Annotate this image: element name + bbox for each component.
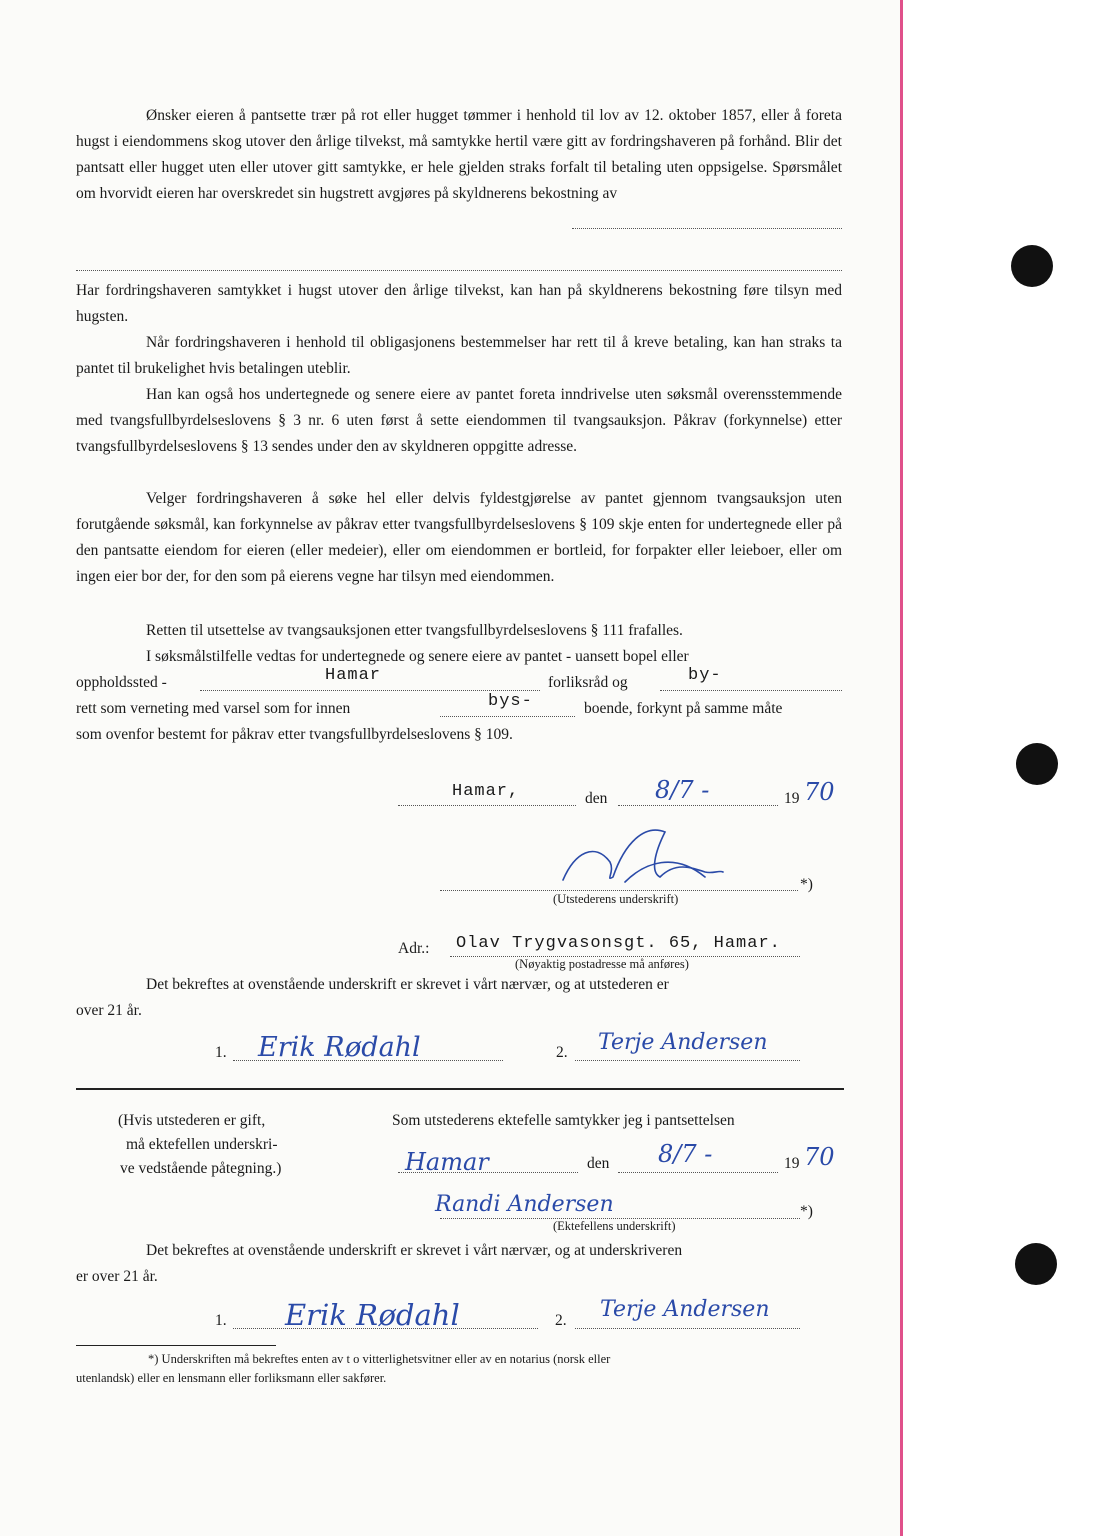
witness-number-1: 1. — [215, 1044, 227, 1061]
issuer-year: 70 — [804, 778, 835, 806]
spouse-note-1: (Hvis utstederen er gift, — [118, 1112, 266, 1129]
paragraph-venue-end: som ovenfor bestemt for påkrav etter tvangsfullbyrdelseslovens § 109. — [76, 726, 513, 743]
paragraph-postponement: Retten til utsettelse av tvangsauksjonen etter tvangsfullbyrdelseslovens § 111 frafalles. — [146, 622, 683, 639]
blank-line — [618, 1172, 778, 1173]
issuer-place: Hamar, — [452, 782, 520, 801]
spouse-year-prefix: 19 — [784, 1155, 800, 1172]
spouse-date: 8/7 - — [658, 1140, 713, 1168]
paragraph-auction: Velger fordringshaveren å søke hel eller delvis fyldestgjørelse av pantet gjennom tvangsauksjon uten forutgående søksmål, kan forkynnelse av påkrav etter tvangsfullbyrdelseslovens § 109 skje enten for undertegnede eller på den pantsatte eiendom for eieren (eller medeier), eller om eiendommen er bortleid, for forpakter eller leieboer, eller om ingen eier bor der, for den som på eierens vegne har tilsyn med eiendommen. — [76, 490, 842, 585]
punch-hole — [1011, 245, 1053, 287]
witness-text-1: Det bekreftes at ovenstående underskrift er skrevet i vårt nærvær, og at utstederen er — [146, 976, 669, 993]
witness2-name-2: Terje Andersen — [600, 1297, 770, 1322]
witness-number-2: 2. — [556, 1044, 568, 1061]
witness-name-1: Erik Rødahl — [258, 1032, 421, 1063]
resident-value: bys- — [488, 692, 533, 711]
footnote-line-1: *) Underskriften må bekreftes enten av t o vitterlighetsvitner eller av en notarius (norsk eller — [148, 1352, 611, 1366]
scan-edge — [903, 0, 1103, 1536]
blank-line — [398, 1172, 578, 1173]
witness-name-2: Terje Andersen — [598, 1030, 768, 1055]
signature-line — [233, 1328, 538, 1329]
spouse-den-label: den — [587, 1155, 610, 1172]
address-label: Adr.: — [398, 940, 430, 957]
signature-line — [233, 1060, 503, 1061]
witness2-number-1: 1. — [215, 1312, 227, 1329]
paragraph-logging: Ønsker eieren å pantsette trær på rot eller hugget tømmer i henhold til lov av 12. oktober 1857, eller å foreta hugst i eiendommens skog utover den årlige tilvekst, må samtykke hertil være gitt av fordringshaveren på forhånd. Blir det pantsatt eller hugget uten eller utover gitt samtykke, er hele gjelden straks forfalt til betaling uten oppsigelse. Spørsmålet om hvorvidt eieren har overskredet sin hugstrett avgjøres på skyldnerens bekostning av — [76, 107, 842, 202]
spouse-signature: Randi Andersen — [435, 1192, 614, 1217]
signature-caption: (Utstederens underskrift) — [553, 892, 679, 906]
court-value: by- — [688, 666, 722, 685]
spouse-signature-note: *) — [800, 1203, 813, 1220]
label-rett: rett som verneting med varsel som for innen — [76, 700, 351, 717]
address-caption: (Nøyaktig postadresse må anføres) — [515, 957, 689, 971]
punch-hole — [1016, 743, 1058, 785]
blank-line — [76, 270, 842, 271]
spouse-year: 70 — [804, 1143, 835, 1171]
spouse-consent: Som utstederens ektefelle samtykker jeg i pantsettelsen — [392, 1112, 735, 1129]
witness2-number-2: 2. — [555, 1312, 567, 1329]
paragraph-collection: Han kan også hos undertegnede og senere eiere av pantet foreta inndrivelse uten søksmål overensstemmende med tvangsfullbyrdelseslovens § 3 nr. 6 uten først å sette eiendommen til tvangsauksjon. Påkrav (forkynnelse) etter tvangsfullbyrdelseslovens § 13 sendes under den av skyldneren oppgitte adresse. — [76, 386, 842, 455]
blank-line — [440, 716, 575, 717]
witness-text-2: over 21 år. — [76, 1002, 142, 1019]
section-divider — [76, 1088, 844, 1090]
signature-line — [575, 1328, 800, 1329]
paragraph-venue: I søksmålstilfelle vedtas for undertegnede og senere eiere av pantet - uansett bopel eller — [146, 648, 689, 665]
footnote-rule — [76, 1345, 276, 1346]
witness2-text-1: Det bekreftes at ovenstående underskrift er skrevet i vårt nærvær, og at underskriveren — [146, 1242, 683, 1259]
blank-line — [200, 690, 540, 691]
signature-note: *) — [800, 876, 813, 893]
label-forliksrad: forliksråd og — [548, 674, 628, 691]
blank-line — [618, 805, 778, 806]
spouse-place: Hamar — [405, 1148, 489, 1176]
witness2-text-2: er over 21 år. — [76, 1268, 158, 1285]
margin-line — [900, 0, 903, 1536]
footnote-line-2: utenlandsk) eller en lensmann eller forliksmann eller sakfører. — [76, 1371, 387, 1385]
den-label: den — [585, 790, 608, 807]
paragraph-usage: Når fordringshaveren i henhold til obligasjonens bestemmelser har rett til å kreve betaling, kan han straks ta pantet til brukelighet hvis betalingen uteblir. — [76, 334, 842, 377]
spouse-note-2: må ektefellen underskri- — [126, 1136, 278, 1153]
paragraph-supervision: Har fordringshaveren samtykket i hugst utover den årlige tilvekst, kan han på skyldnerens bekostning føre tilsyn med hugsten. — [76, 282, 842, 325]
label-boende: boende, forkynt på samme måte — [584, 700, 783, 717]
blank-line — [572, 228, 842, 229]
year-prefix: 19 — [784, 790, 800, 807]
place-value: Hamar — [325, 666, 382, 685]
spouse-note-3: ve vedstående påtegning.) — [120, 1160, 282, 1177]
spouse-signature-caption: (Ektefellens underskrift) — [553, 1219, 676, 1233]
signature-line — [575, 1060, 800, 1061]
signature-line — [440, 890, 798, 891]
blank-line — [660, 690, 842, 691]
issuer-date: 8/7 - — [655, 776, 710, 804]
blank-line — [398, 805, 576, 806]
issuer-signature — [555, 822, 725, 892]
witness2-name-1: Erik Rødahl — [285, 1298, 460, 1332]
punch-hole — [1015, 1243, 1057, 1285]
label-oppholdssted: oppholdssted - — [76, 674, 167, 691]
address-value: Olav Trygvasonsgt. 65, Hamar. — [456, 934, 781, 953]
